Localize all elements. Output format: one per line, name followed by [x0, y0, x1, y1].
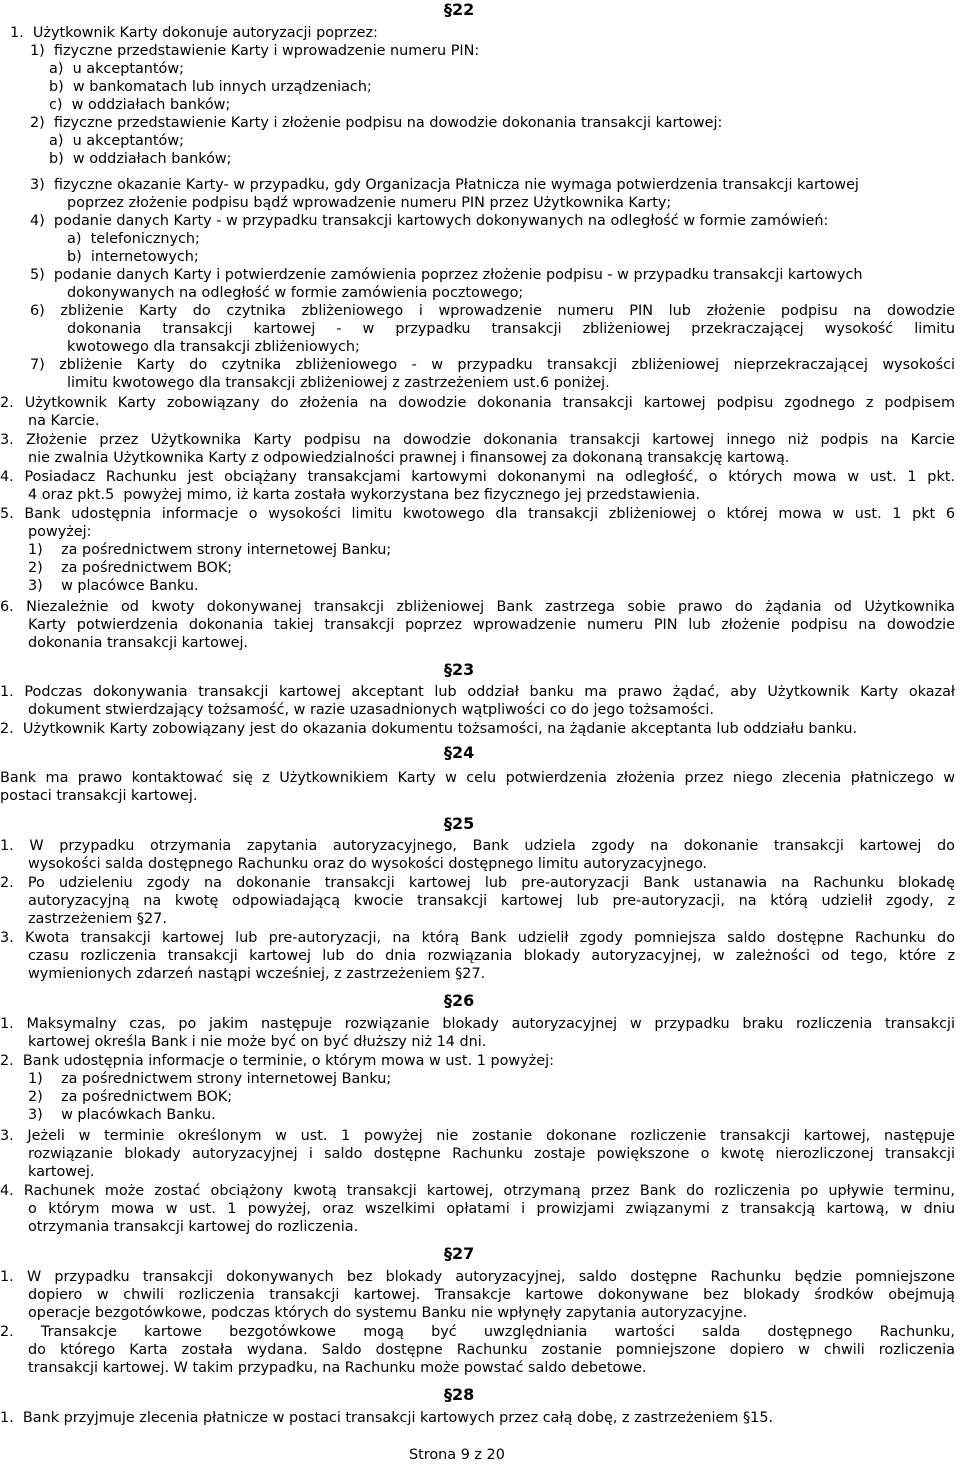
text-line: 2. Po udzieleniu zgody na dokonanie transakcji kartowej lub pre-autoryzacji Bank ustanawia na Rachunku blokadę: [0, 875, 955, 891]
section-heading-s22: §22: [444, 0, 475, 19]
text-line: zastrzeżeniem §27.: [28, 911, 167, 927]
section-heading-s27: §27: [444, 1244, 475, 1263]
text-line: wysokości salda dostępnego Rachunku oraz do wysokości dostępnego limitu autoryzacyjnego.: [28, 856, 708, 872]
text-line: 4. Rachunek może zostać obciążony kwotą transakcji kartowej, otrzymaną przez Bank do rozliczenia po upływie terminu,: [0, 1183, 955, 1199]
text-line: dokonywanych na odległość w formie zamówienia pocztowego;: [67, 285, 524, 301]
text-line: 2. Bank udostępnia informacje o terminie, o którym mowa w ust. 1 powyżej:: [0, 1053, 554, 1069]
text-line: 1) fizyczne przedstawienie Karty i wprowadzenie numeru PIN:: [30, 43, 480, 59]
text-line: operacje bezgotówkowe, podczas których do systemu Banku nie wpłynęły zapytania autoryzacyjne.: [28, 1305, 748, 1321]
text-line: 2. Transakcje kartowe bezgotówkowe mogą być uwzględniania wartości salda dostępnego Rachunku,: [0, 1324, 955, 1340]
text-line: 2) za pośrednictwem BOK;: [28, 1089, 233, 1105]
text-line: 6. Niezależnie od kwoty dokonywanej transakcji zbliżeniowej Bank zastrzega sobie prawo do żądania od Użytkownika: [0, 599, 955, 615]
text-line: kwotowego dla transakcji zbliżeniowych;: [67, 339, 360, 355]
text-line: 1. Maksymalny czas, po jakim następuje rozwiązanie blokady autoryzacyjnej w przypadku braku rozliczenia transakcji: [0, 1016, 955, 1032]
text-line: 5) podanie danych Karty i potwierdzenie zamówienia poprzez złożenie podpisu - w przypadku transakcji kartowych: [30, 267, 863, 283]
text-line: o którym mowa w ust. 1 powyżej, oraz wszelkimi opłatami i prowizjami związanymi z transakcją kartową, w dniu: [28, 1201, 955, 1217]
text-line: 1. W przypadku otrzymania zapytania autoryzacyjnego, Bank udziela zgody na dokonanie transakcji kartowej do: [0, 838, 955, 854]
text-line: na Karcie.: [28, 413, 100, 429]
text-line: 3. Złożenie przez Użytkownika Karty podpisu na dowodzie dokonania transakcji kartowej innego niż podpis na Karcie: [0, 432, 955, 448]
section-heading-s28: §28: [444, 1385, 475, 1404]
text-line: 1. W przypadku transakcji dokonywanych bez blokady autoryzacyjnej, saldo dostępne Rachunku będzie pomniejszone: [0, 1269, 955, 1285]
text-line: czasu rozliczenia transakcji kartowej lub do dnia rozwiązania blokady autoryzacyjnej, w zależności od tego, które z: [28, 948, 955, 964]
text-line: 4) podanie danych Karty - w przypadku transakcji kartowych dokonywanych na odległość w formie zamówień:: [30, 213, 829, 229]
text-line: c) w oddziałach banków;: [49, 97, 231, 113]
text-line: 1. Podczas dokonywania transakcji kartowej akceptant lub oddział banku ma prawo żądać, aby Użytkownik Karty okazał: [0, 684, 955, 700]
text-line: b) w bankomatach lub innych urządzeniach;: [49, 79, 372, 95]
text-line: 1. Użytkownik Karty dokonuje autoryzacji poprzez:: [10, 25, 378, 41]
text-line: 1) za pośrednictwem strony internetowej Banku;: [28, 1071, 392, 1087]
text-line: 4. Posiadacz Rachunku jest obciążany transakcjami kartowymi dokonanymi na odległość, o których mowa w ust. 1 pkt.: [0, 469, 955, 485]
text-line: a) u akceptantów;: [49, 133, 184, 149]
text-line: 2. Użytkownik Karty zobowiązany do złożenia na dowodzie dokonania transakcji kartowej podpisu zgodnego z podpisem: [0, 395, 955, 411]
text-line: kartowej określa Bank i nie może być on być dłuższy niż 14 dni.: [28, 1034, 487, 1050]
text-line: b) w oddziałach banków;: [49, 151, 232, 167]
section-heading-s24: §24: [444, 743, 475, 762]
text-line: kartowej.: [28, 1164, 95, 1180]
text-line: 2) fizyczne przedstawienie Karty i złożenie podpisu na dowodzie dokonania transakcji kartowej:: [30, 115, 723, 131]
text-line: 3) w placówce Banku.: [28, 578, 199, 594]
text-line: 3) fizyczne okazanie Karty- w przypadku, gdy Organizacja Płatnicza nie wymaga potwierdzenia transakcji kartowej: [30, 177, 859, 193]
text-line: dokonania transakcji kartowej - w przypadku transakcji zbliżeniowej przekraczającej wysokość limitu: [67, 321, 955, 337]
text-line: 1) za pośrednictwem strony internetowej Banku;: [28, 542, 392, 558]
text-line: Bank ma prawo kontaktować się z Użytkownikiem Karty w celu potwierdzenia złożenia przez niego zlecenia płatniczego w: [0, 770, 955, 786]
text-line: wymienionych zdarzeń nastąpi wcześniej, z zastrzeżeniem §27.: [28, 966, 486, 982]
text-line: 7) zbliżenie Karty do czytnika zbliżeniowego - w przypadku transakcji zbliżeniowej nieprzekraczającej wysokości: [30, 357, 955, 373]
text-line: otrzymania transakcji kartowej do rozliczenia.: [28, 1219, 359, 1235]
text-line: do którego Karta została wydana. Saldo dostępne Rachunku zostanie pomniejszone dopiero w chwili rozliczenia: [28, 1342, 955, 1358]
text-line: autoryzacyjną na kwotę odpowiadającą kwocie transakcji kartowej lub pre-autoryzacji, na którą udzielił zgody, z: [28, 893, 955, 909]
text-line: 2) za pośrednictwem BOK;: [28, 560, 233, 576]
text-line: poprzez złożenie podpisu bądź wprowadzenie numeru PIN przez Użytkownika Karty;: [67, 195, 672, 211]
text-line: nie zwalnia Użytkownika Karty z odpowiedzialności prawnej i finansowej za dokonaną transakcję kartową.: [28, 450, 790, 466]
text-line: powyżej:: [28, 524, 92, 540]
text-line: 3. Jeżeli w terminie określonym w ust. 1 powyżej nie zostanie dokonane rozliczenie transakcji kartowej, następuje: [0, 1128, 955, 1144]
text-line: 4 oraz pkt.5 powyżej mimo, iż karta została wykorzystana bez fizycznego jej przedstawienia.: [28, 487, 701, 503]
text-line: Karty potwierdzenia dokonania takiej transakcji poprzez wprowadzenie numeru PIN lub złożenie podpisu na dowodzie: [28, 617, 955, 633]
text-line: a) telefonicznych;: [67, 231, 200, 247]
text-line: 5. Bank udostępnia informacje o wysokości limitu kwotowego dla transakcji zbliżeniowej o której mowa w ust. 1 pkt 6: [0, 506, 955, 522]
text-line: 2. Użytkownik Karty zobowiązany jest do okazania dokumentu tożsamości, na żądanie akceptanta lub oddziału banku.: [0, 721, 858, 737]
text-line: b) internetowych;: [67, 249, 199, 265]
text-line: a) u akceptantów;: [49, 61, 184, 77]
text-line: dokonania transakcji kartowej.: [28, 635, 249, 651]
text-line: rozwiązanie blokady autoryzacyjnej i saldo dostępne Rachunku zostaje powiększone o kwotę nierozliczonej transakcji: [28, 1146, 955, 1162]
text-line: limitu kwotowego dla transakcji zbliżeniowej z zastrzeżeniem ust.6 poniżej.: [67, 375, 610, 391]
text-line: 6) zbliżenie Karty do czytnika zbliżeniowego i wprowadzenie numeru PIN lub złożenie podpisu na dowodzie: [30, 303, 955, 319]
section-heading-s23: §23: [444, 660, 475, 679]
text-line: postaci transakcji kartowej.: [0, 788, 198, 804]
text-line: 3) w placówkach Banku.: [28, 1107, 216, 1123]
text-line: 3. Kwota transakcji kartowej lub pre-autoryzacji, na którą Bank udzielił zgody pomniejsza saldo dostępne Rachunku do: [0, 930, 955, 946]
text-line: dopiero w chwili rozliczenia transakcji kartowej. Transakcje kartowe dokonywane bez blokady środków obejmują: [28, 1287, 955, 1303]
section-heading-s25: §25: [444, 814, 475, 833]
section-heading-s26: §26: [444, 991, 475, 1010]
page-footer: Strona 9 z 20: [409, 1447, 505, 1463]
text-line: dokument stwierdzający tożsamość, w razie uzasadnionych wątpliwości co do jego tożsamości.: [28, 702, 714, 718]
text-line: 1. Bank przyjmuje zlecenia płatnicze w postaci transakcji kartowych przez całą dobę, z zastrzeżeniem §15.: [0, 1410, 774, 1426]
text-line: transakcji kartowej. W takim przypadku, na Rachunku może powstać saldo debetowe.: [28, 1360, 647, 1376]
